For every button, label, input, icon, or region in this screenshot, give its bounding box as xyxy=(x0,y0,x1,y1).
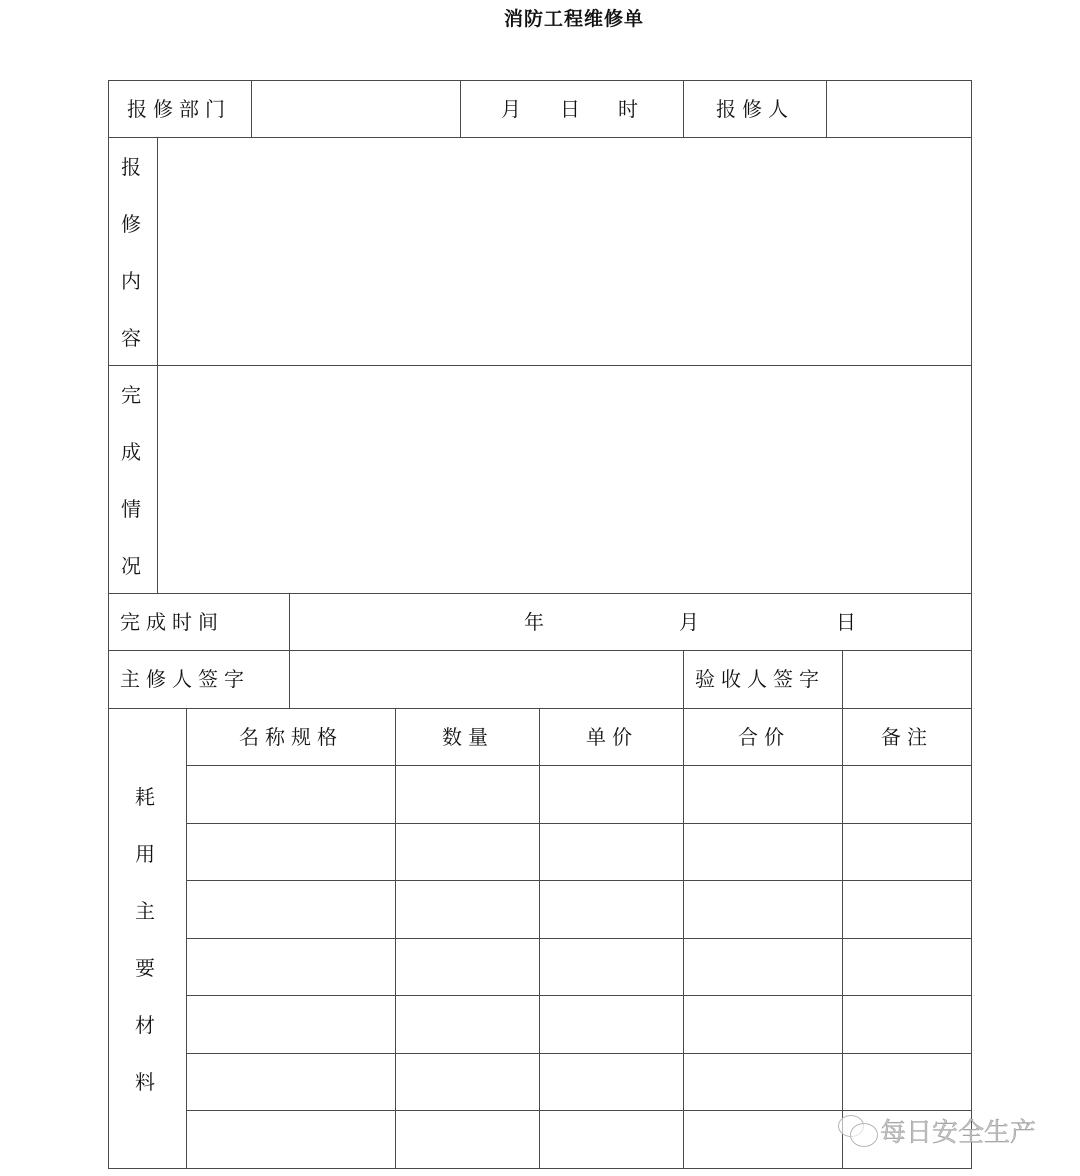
column-header-quantity: 数量 xyxy=(442,725,494,749)
repairer-signature-label: 主修人签字 xyxy=(120,667,250,691)
repair-content-label xyxy=(119,157,143,385)
completion-time-label: 完成时间 xyxy=(120,610,224,634)
column-header-unit-price: 单价 xyxy=(586,725,638,749)
label-char: 耗 xyxy=(135,785,155,809)
hour-label: 时 xyxy=(618,97,638,121)
rule xyxy=(186,995,972,996)
column-header-total-price: 合价 xyxy=(738,725,790,749)
day-label: 日 xyxy=(836,610,856,634)
materials-side-label xyxy=(133,787,157,1129)
document-title: 消防工程维修单 xyxy=(503,8,644,30)
label-char: 内 xyxy=(121,269,141,293)
rule xyxy=(186,708,187,1169)
column-header-name-spec: 名称规格 xyxy=(239,725,343,749)
label-char: 况 xyxy=(121,554,141,578)
label-char: 情 xyxy=(121,497,141,521)
label-char: 成 xyxy=(121,440,141,464)
completion-status-label xyxy=(119,385,143,613)
rule xyxy=(539,708,540,1169)
rule xyxy=(460,80,461,138)
label-char: 料 xyxy=(135,1070,155,1094)
rule xyxy=(186,765,972,766)
rule xyxy=(108,593,972,594)
label-char: 材 xyxy=(135,1013,155,1037)
rule xyxy=(971,80,972,1169)
reporter-field[interactable] xyxy=(827,81,971,137)
rule xyxy=(186,823,972,824)
repair-content-field[interactable] xyxy=(158,138,971,365)
label-char: 主 xyxy=(135,899,155,923)
inspector-signature-field[interactable] xyxy=(843,651,971,708)
dept-field[interactable] xyxy=(252,81,460,137)
rule xyxy=(186,1053,972,1054)
label-char: 要 xyxy=(135,956,155,980)
label-char: 用 xyxy=(135,842,155,866)
rule xyxy=(186,938,972,939)
rule xyxy=(683,708,684,1169)
rule xyxy=(186,880,972,881)
year-label: 年 xyxy=(524,610,544,634)
rule xyxy=(186,1110,972,1111)
rule xyxy=(108,80,109,1169)
column-header-remarks: 备注 xyxy=(881,725,933,749)
repairer-signature-field[interactable] xyxy=(290,651,683,708)
rule xyxy=(842,708,843,1169)
month-label: 月 xyxy=(501,97,521,121)
completion-status-field[interactable] xyxy=(158,366,971,593)
dept-label: 报修部门 xyxy=(127,97,231,121)
reporter-label: 报修人 xyxy=(716,97,794,121)
rule xyxy=(395,708,396,1169)
inspector-signature-label: 验收人签字 xyxy=(695,667,825,691)
label-char: 容 xyxy=(121,326,141,350)
label-char: 修 xyxy=(121,212,141,236)
rule xyxy=(683,80,684,138)
month-label: 月 xyxy=(679,610,699,634)
rule xyxy=(683,650,684,709)
watermark-text: 每日安全生产 xyxy=(880,1118,1037,1148)
label-char: 报 xyxy=(121,155,141,179)
watermark xyxy=(838,1112,1036,1149)
wechat-icon xyxy=(838,1115,876,1147)
label-char: 完 xyxy=(121,383,141,407)
day-label: 日 xyxy=(560,97,580,121)
